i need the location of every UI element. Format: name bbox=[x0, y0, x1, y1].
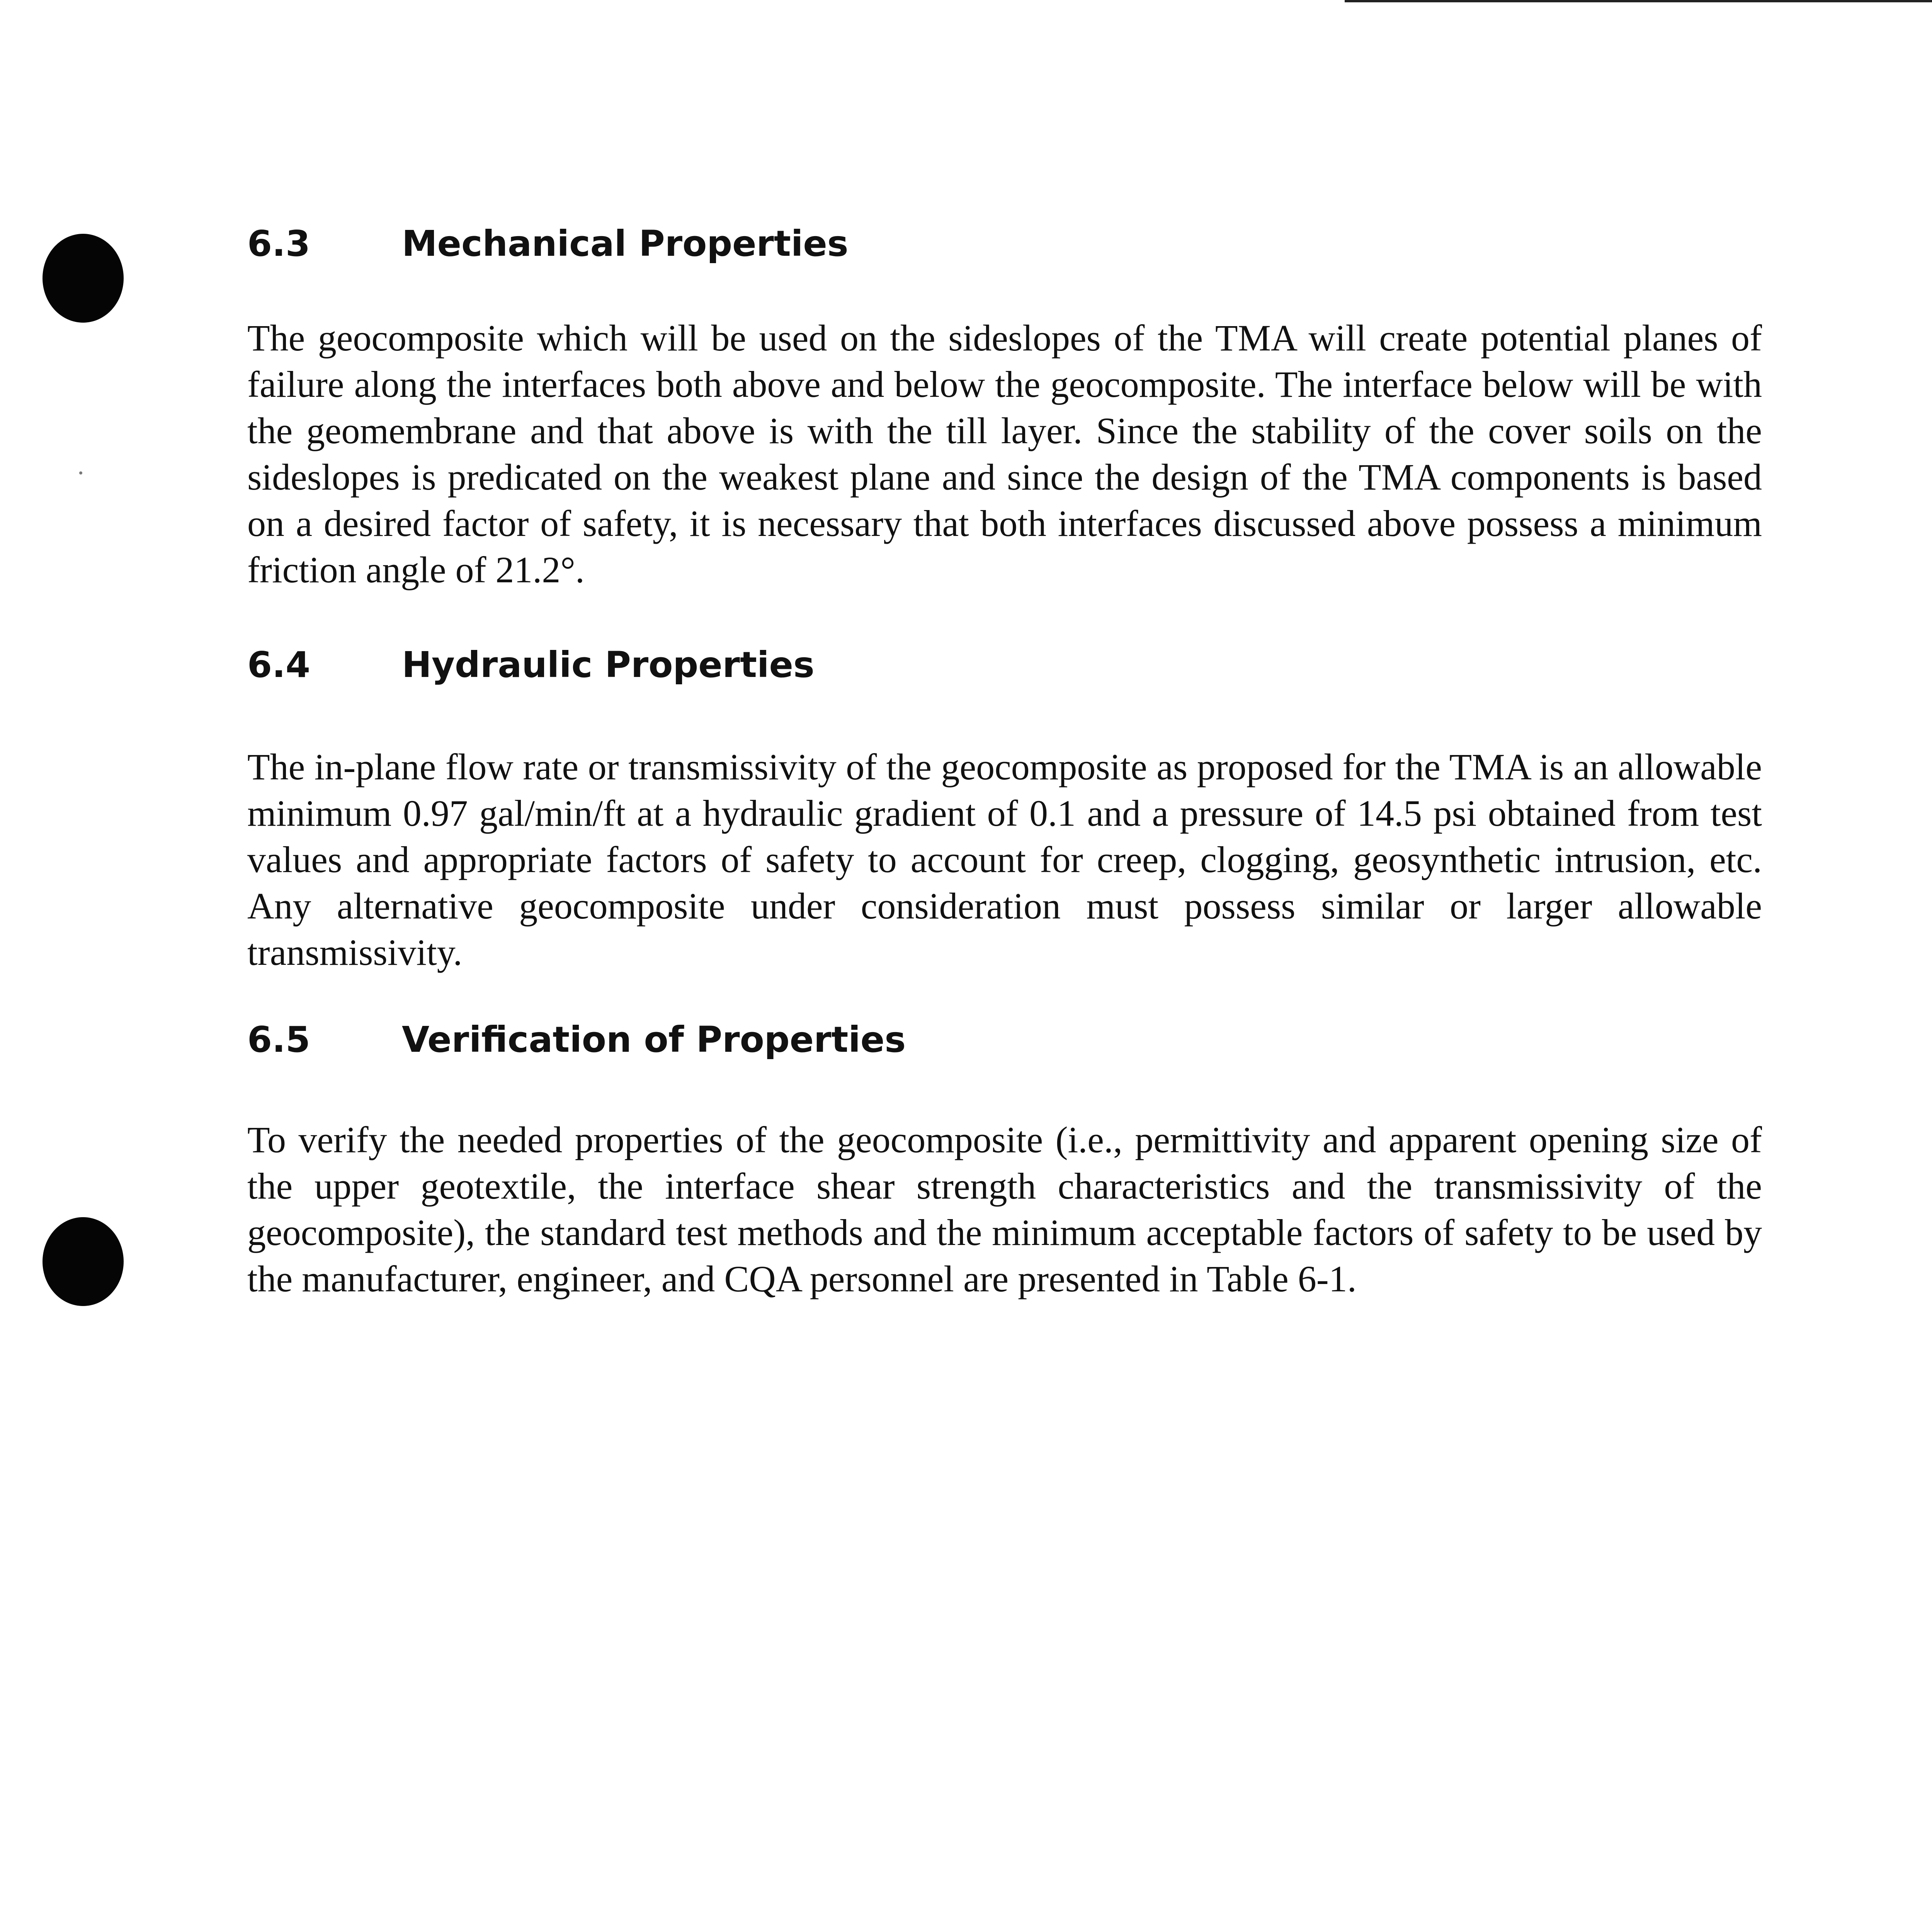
section-title: Mechanical Properties bbox=[402, 223, 849, 264]
top-edge-rule bbox=[1345, 0, 1932, 2]
section-body-6-5: To verify the needed properties of the geocomposite (i.e., permittivity and apparent opening size of the upper geotextile, the interface shear strength characteristics and the transmissivity of the geocomposite), the standard test methods and the minimum acceptable factors of safety to be used by the manufacturer, engineer, and CQA personnel are presented in Table 6-1. bbox=[247, 1119, 1762, 1299]
section-heading-6-4 bbox=[247, 644, 815, 685]
section-heading-6-5 bbox=[247, 1019, 906, 1060]
section-number: 6.4 bbox=[247, 644, 310, 685]
scan-speck bbox=[79, 471, 82, 474]
section-number: 6.3 bbox=[247, 223, 310, 264]
section-title: Hydraulic Properties bbox=[402, 644, 815, 685]
section-number: 6.5 bbox=[247, 1019, 310, 1060]
section-heading-6-3 bbox=[247, 223, 849, 264]
binder-hole-middle bbox=[43, 1217, 124, 1306]
section-title: Verification of Properties bbox=[402, 1019, 906, 1060]
binder-hole-top bbox=[43, 234, 124, 323]
section-body-6-4: The in-plane flow rate or transmissivity of the geocomposite as proposed for the TMA is an allowable minimum 0.97 gal/min/ft at a hydraulic gradient of 0.1 and a pressure of 14.5 psi obtained from test values and appropriate factors of safety to account for creep, clogging, geosynthetic intrusion, etc. Any alternative geocomposite under consideration must possess similar or larger allowable transmissivity. bbox=[247, 746, 1762, 973]
section-body-6-3: The geocomposite which will be used on the sideslopes of the TMA will create potential planes of failure along the interfaces both above and below the geocomposite. The interface below will be with the geomembrane and that above is with the till layer. Since the stability of the cover soils on the sideslopes is predicated on the weakest plane and since the design of the TMA components is based on a desired factor of safety, it is necessary that both interfaces discussed above possess a minimum friction angle of 21.2°. bbox=[247, 317, 1762, 590]
